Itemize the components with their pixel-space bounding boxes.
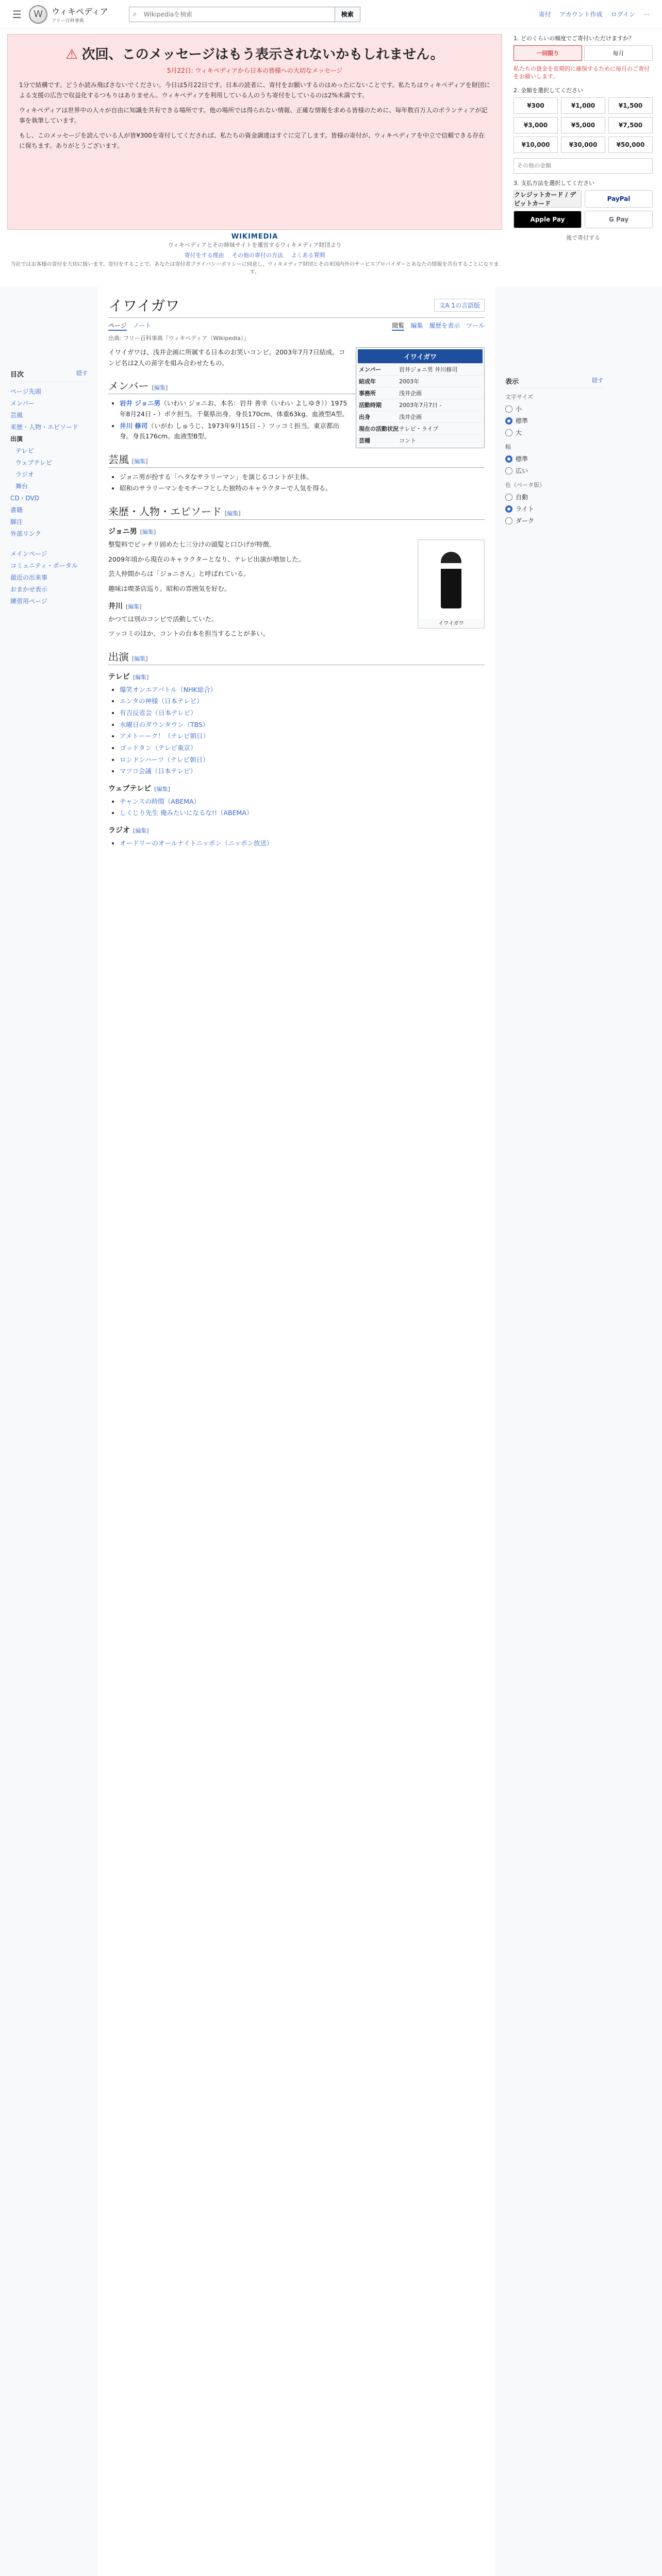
toc-sidebar — [10, 369, 88, 607]
tv-item-text[interactable]: 有吉反省会（日本テレビ） — [120, 709, 197, 717]
color-option[interactable] — [505, 503, 603, 515]
site-logo[interactable] — [29, 5, 108, 24]
tab-page[interactable]: ページ — [108, 321, 127, 331]
color-label: 色（ベータ版） — [505, 482, 545, 488]
color-option-label: 自動 — [516, 494, 528, 501]
toc-item[interactable]: メンバー — [10, 400, 35, 407]
monthly-tab[interactable]: 毎月 — [584, 45, 653, 61]
radio-button-icon[interactable] — [505, 405, 512, 413]
apple-pay-button[interactable]: Apple Pay — [514, 211, 582, 228]
appearance-header: 表示 隠す — [505, 376, 603, 388]
appearance-panel — [505, 369, 603, 527]
thumb-caption: イワイガワ — [438, 621, 464, 626]
search-input[interactable] — [129, 7, 335, 22]
subsection-webtv: ウェブテレビ [編集] — [108, 784, 170, 793]
lead-paragraph: イワイガワは、浅井企画に所属する日本のお笑いコンビ。2003年7月7日結成。コンビ名は2人の苗字を組み合わせたもの。 — [108, 348, 345, 367]
page-title: イワイガワ — [108, 297, 180, 314]
radio-button-icon[interactable] — [505, 429, 512, 436]
text-size-option-label: 小 — [516, 405, 522, 413]
johnny-paragraph: 趣味は喫茶店巡り。昭和の雰囲気を好む。 — [108, 584, 231, 592]
infobox-row — [358, 411, 483, 422]
google-pay-button[interactable]: G Pay — [585, 211, 653, 228]
tv-item — [120, 755, 485, 766]
radio-item — [120, 838, 485, 849]
webtv-item-text[interactable]: チャンスの時間（ABEMA） — [120, 797, 201, 805]
tv-item — [120, 708, 485, 719]
infobox-row — [358, 363, 483, 375]
edit-link[interactable]: 編集 — [128, 603, 140, 610]
infobox — [356, 347, 485, 448]
tv-item — [120, 685, 485, 696]
radio-item-text[interactable]: オードリーのオールナイトニッポン（ニッポン放送） — [120, 839, 273, 847]
edit-link[interactable]: 編集 — [156, 785, 168, 792]
width-option-label: 標準 — [516, 455, 528, 463]
style-item — [120, 483, 485, 494]
search-box — [129, 7, 360, 22]
infobox-key: 現在の活動状況 — [359, 426, 399, 432]
member-name[interactable]: 岩井 ジョニ男 — [120, 399, 161, 408]
amount-option[interactable]: ¥7,500 — [608, 117, 653, 133]
width-option-label: 広い — [516, 467, 528, 474]
banner-link[interactable]: その他の寄付の方法 — [232, 252, 283, 259]
tab-read[interactable]: 閲覧 — [392, 321, 404, 331]
subsection-johnny: ジョニ男 [編集] — [108, 528, 156, 536]
style-item-text: ジョニ男が扮する「ヘタなサラリーマン」を演じるコントが主体。 — [120, 472, 313, 481]
edit-link[interactable]: 編集 — [135, 673, 147, 681]
more-icon[interactable]: ⋯ — [643, 10, 650, 18]
infobox-row — [358, 422, 483, 434]
tv-item-text[interactable]: 水曜日のダウンタウン（TBS） — [120, 720, 209, 728]
infobox-value: 2003年7月7日 - — [399, 402, 442, 409]
radio-button-icon[interactable] — [505, 494, 512, 501]
infobox-key: 活動時期 — [359, 402, 382, 409]
edit-link[interactable]: 編集 — [134, 655, 146, 662]
amount-option[interactable]: ¥50,000 — [608, 137, 653, 153]
radio-button-icon[interactable] — [505, 517, 512, 524]
infobox-value: 2003年 — [399, 378, 419, 385]
from-line: 出典: フリー百科事典『ウィキペディア（Wikipedia）』 — [108, 335, 250, 342]
toc-item[interactable]: ラジオ — [15, 471, 35, 478]
banner-footer — [7, 233, 502, 259]
toc-item[interactable]: 来歴・人物・エピソード — [10, 423, 79, 431]
language-button[interactable]: 文A 1の言語版 — [434, 299, 485, 312]
toc-item[interactable]: 書籍 — [10, 506, 23, 514]
tab-talk[interactable]: ノート — [133, 322, 152, 329]
member-desc: （いわい ジョニお、本名：岩井 善幸（いわい よしゆき））1975年8月24日 - ）ボケ担当。千葉県出身。身長170cm、体重63kg。血液型A型。 — [120, 399, 349, 418]
style-item-text: 昭和のサラリーマンをモチーフとした独特のキャラクターで人気を得る。 — [120, 484, 332, 493]
wikipedia-globe-icon: W — [29, 5, 47, 24]
subsection-radio: ラジオ [編集] — [108, 826, 149, 835]
text-size-option[interactable] — [505, 403, 603, 415]
style-item — [120, 472, 485, 483]
frequency-question: 1. どのくらいの頻度でご寄付いただけますか？ — [514, 35, 634, 42]
create-account-link[interactable]: アカウント作成 — [559, 11, 603, 18]
infobox-row — [358, 387, 483, 399]
one-time-tab[interactable]: 一回限り — [514, 45, 582, 61]
section-appearances: 出演 [編集] — [108, 649, 485, 665]
johnny-paragraph: 2009年頃から現在のキャラクターとなり、テレビ出演が増加した。 — [108, 555, 305, 563]
text-size-option-label: 標準 — [516, 417, 528, 425]
radio-button-icon[interactable] — [505, 467, 512, 474]
infobox-key: 結成年 — [359, 378, 376, 385]
edit-link[interactable]: 編集 — [134, 457, 146, 465]
sidebar-link[interactable]: 最近の出来事 — [10, 574, 48, 581]
tv-item-text[interactable]: ロンドンハーツ（テレビ朝日） — [120, 755, 209, 764]
section-members: メンバー [編集] — [108, 378, 485, 394]
paypal-button[interactable]: PayPal — [585, 190, 653, 208]
radio-button-icon[interactable] — [505, 417, 512, 425]
tv-item-text[interactable]: 爆笑オンエアバトル（NHK総合） — [120, 685, 217, 693]
tv-item — [120, 766, 485, 777]
tv-item-text[interactable]: アメトーーク！（テレビ朝日） — [120, 732, 210, 740]
banner-paragraph: 1分で結構です。どうか読み飛ばさないでください。今日は5月22日です。日本の読者に、寄付をお願いするのはめったにないことです。私たちはウィキペディアを財団による支援の広告で収益化するつもりはありません。ウィキペディアを利用している人のうち寄付をしているのは2%未満です。 — [19, 81, 490, 99]
tv-item — [120, 696, 485, 707]
donate-form — [514, 34, 653, 242]
infobox-key: 事務所 — [359, 390, 376, 397]
edit-link[interactable]: 編集 — [227, 510, 239, 517]
logo-subtitle: フリー百科事典 — [52, 18, 84, 24]
igawa-paragraph: ツッコミのほか、コントの台本を担当することが多い。 — [108, 630, 270, 638]
width-option[interactable] — [505, 465, 603, 477]
infobox-value: 浅井企画 — [399, 390, 422, 397]
text-size-option-label: 大 — [516, 429, 522, 436]
toc-header — [10, 369, 88, 382]
color-option-label: ダーク — [516, 517, 535, 524]
toc-item[interactable]: 舞台 — [15, 483, 28, 490]
infobox-row — [358, 399, 483, 411]
infobox-value: コント — [399, 437, 416, 444]
webtv-item — [120, 808, 485, 819]
thumbnail[interactable] — [418, 539, 485, 629]
infobox-key: 芸種 — [359, 437, 370, 444]
tab-edit[interactable]: 編集 — [410, 322, 423, 329]
amount-option[interactable]: ¥3,000 — [514, 117, 558, 133]
infobox-row — [358, 434, 483, 446]
tv-item-text[interactable]: マツコ会議（日本テレビ） — [120, 767, 197, 775]
tv-item — [120, 720, 485, 731]
article-content — [98, 286, 495, 2576]
radio-button-icon[interactable] — [505, 455, 512, 463]
igawa-paragraph: かつては別のコンビで活動していた。 — [108, 615, 218, 623]
tab-tools[interactable]: ツール — [466, 322, 485, 329]
banner-date: 5月22日: ウィキペディアから日本の皆様への大切なメッセージ — [167, 67, 343, 74]
width-label: 幅 — [505, 444, 511, 450]
johnny-paragraph: 整髪料でピッチリ固めた七三分けの頭髪と口ひげが特徴。 — [108, 540, 276, 548]
maybe-later-link[interactable]: 後で寄付する — [566, 234, 600, 241]
infobox-key: メンバー — [359, 366, 382, 373]
toc-item[interactable]: テレビ — [15, 447, 34, 454]
edit-link[interactable]: 編集 — [135, 827, 147, 834]
color-option[interactable] — [505, 515, 603, 527]
subsection-tv: テレビ [編集] — [108, 672, 149, 681]
toc-item[interactable]: 脚注 — [10, 518, 23, 526]
width-option[interactable] — [505, 453, 603, 465]
text-size-option[interactable] — [505, 427, 603, 438]
sidebar-link[interactable]: おまかせ表示 — [10, 586, 48, 593]
amount-option[interactable]: ¥10,000 — [514, 137, 558, 153]
search-button[interactable]: 検索 — [335, 7, 360, 22]
card-payment-button[interactable]: クレジットカード / デビットカード — [514, 190, 582, 208]
infobox-key: 出身 — [359, 414, 370, 420]
banner-paragraph: もし、このメッセージを読んでいる人が皆¥300を寄付してくだされば、私たちの資金調達はすぐに完了します。皆様の寄付が、ウィキペディアを中立で信頼できる存在に保ちます。ありがとうございます。 — [19, 131, 485, 149]
edit-link[interactable]: 編集 — [154, 384, 166, 392]
search-icon: ⌕ — [133, 10, 137, 18]
banner-fine-print: 当社ではお客様の寄付を大切に扱います。寄付をすることで、あなたは寄付者プライバシーポリシーに同意し、ウィキメディア財団とその米国内外のサービスプロバイダーとあなたの情報を共有することになります。 — [10, 262, 499, 275]
amount-option[interactable]: ¥1,500 — [608, 97, 653, 114]
infobox-value: 浅井企画 — [399, 414, 422, 420]
webtv-item — [120, 796, 485, 807]
banner-link[interactable]: 寄付をする理由 — [184, 252, 224, 259]
toc-item[interactable]: 芸風 — [10, 412, 23, 419]
wikimedia-logo: WIKIMEDIA — [231, 233, 278, 241]
amount-question: 2. 金額を選択してください — [514, 87, 583, 94]
toc-item[interactable]: CD・DVD — [10, 495, 40, 502]
infobox-row — [358, 375, 483, 387]
warning-icon: ⚠ — [65, 47, 78, 62]
amount-option[interactable]: ¥5,000 — [561, 117, 605, 133]
person-figure — [420, 541, 483, 619]
color-option[interactable] — [505, 491, 603, 503]
subsection-igawa: 井川 [編集] — [108, 602, 142, 611]
menu-icon[interactable]: ☰ — [12, 8, 22, 21]
banner-message — [7, 34, 502, 230]
login-link[interactable]: ログイン — [610, 11, 635, 18]
sidebar-link[interactable]: コミュニティ・ポータル — [10, 562, 78, 569]
toc-title: 目次 — [10, 371, 24, 379]
infobox-value: テレビ・ライブ — [399, 426, 439, 432]
tv-item — [120, 743, 485, 754]
edit-link[interactable]: 編集 — [142, 529, 154, 535]
tv-item-text[interactable]: ゴッドタン（テレビ東京） — [120, 743, 197, 752]
logo-title: ウィキペディア — [52, 6, 108, 16]
payment-question: 3. 支払方法を選択してください — [514, 179, 594, 187]
text-size-label: 文字サイズ — [505, 394, 534, 400]
amount-option[interactable]: ¥300 — [514, 97, 558, 114]
toc-item[interactable]: ウェブテレビ — [15, 459, 53, 466]
donate-link[interactable]: 寄付 — [538, 11, 551, 18]
infobox-value: 岩井ジョニ男 井川修司 — [399, 366, 458, 373]
section-style: 芸風 [編集] — [108, 451, 485, 468]
member-name[interactable]: 井川 修司 — [120, 421, 148, 430]
user-links — [539, 10, 650, 19]
toc-item[interactable]: 外部リンク — [10, 530, 41, 537]
tab-history[interactable]: 履歴を表示 — [429, 322, 460, 329]
fundraising-banner — [0, 29, 662, 286]
section-bio: 来歴・人物・エピソード [編集] — [108, 503, 485, 520]
radio-button-icon[interactable] — [505, 505, 512, 513]
toc-item[interactable]: 出演 — [10, 435, 23, 443]
wikimedia-subtitle: ウィキペディアとその姉妹サイトを運営するウィキメディア財団より — [168, 242, 342, 248]
webtv-item-text[interactable]: しくじり先生 俺みたいになるな!!（ABEMA） — [120, 809, 253, 817]
toc-hide-button[interactable]: 隠す — [76, 370, 88, 377]
johnny-paragraph: 芸人仲間からは「ジョニさん」と呼ばれている。 — [108, 570, 250, 578]
sidebar-link[interactable]: 練習用ページ — [10, 598, 47, 605]
infobox-title: イワイガワ — [358, 349, 483, 363]
banner-title: ⚠ 次回、このメッセージはもう表示されないかもしれません。 — [65, 47, 444, 62]
page — [0, 286, 662, 2576]
text-size-option[interactable] — [505, 415, 603, 427]
banner-paragraph: ウィキペディアは世界中の人々が自由に知識を共有できる場所です。他の場所では得られない情報、正確な情報を求める皆様のために、毎年数百万人のボランティアが記事を執筆しています。 — [19, 106, 488, 125]
appearance-hide-button[interactable]: 隠す — [592, 377, 603, 384]
member-desc: （いがわ しゅうじ、1973年9月15日 - ）ツッコミ担当。東京都出身。身長176cm。血液型B型。 — [120, 421, 340, 440]
amount-option[interactable]: ¥30,000 — [561, 137, 605, 153]
amount-option[interactable]: ¥1,000 — [561, 97, 605, 114]
toc-item[interactable]: ページ先頭 — [10, 388, 41, 395]
tv-item-text[interactable]: エンタの神様（日本テレビ） — [120, 697, 203, 705]
color-option-label: ライト — [516, 505, 534, 513]
site-header — [0, 0, 662, 29]
sidebar-link[interactable]: メインページ — [10, 550, 47, 557]
banner-link[interactable]: よくある質問 — [291, 252, 325, 259]
tv-item — [120, 731, 485, 742]
other-amount-input[interactable] — [514, 158, 653, 174]
monthly-message: 私たちの資金を長期的に確保するために毎月のご寄付をお願いします。 — [514, 65, 650, 80]
